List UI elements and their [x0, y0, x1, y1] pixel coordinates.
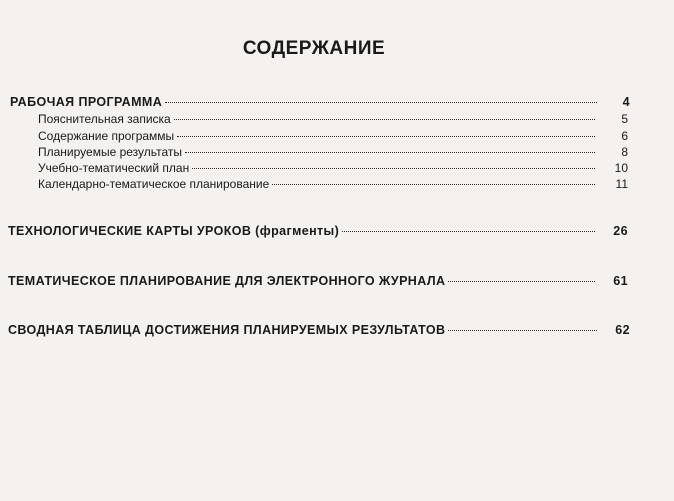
toc-entry-title: РАБОЧАЯ ПРОГРАММА — [10, 95, 163, 109]
dot-leader — [174, 119, 595, 120]
toc-page-number: 10 — [614, 161, 628, 175]
toc-entry-lesson-maps — [8, 224, 628, 238]
toc-page-number: 6 — [621, 129, 628, 143]
toc-subentry-thematic-plan — [38, 161, 628, 175]
toc-entry-work-program — [10, 95, 630, 109]
toc-page-number: 11 — [615, 177, 628, 191]
toc-subentry-title: Пояснительная записка — [38, 112, 171, 126]
toc-subentry-title: Планируемые результаты — [38, 145, 182, 159]
toc-page-number: 4 — [622, 95, 630, 109]
toc-page-number: 26 — [613, 224, 628, 238]
toc-page-number: 8 — [621, 145, 628, 159]
toc-subentry-title: Содержание программы — [38, 129, 175, 143]
toc-subentry-planned-results — [38, 145, 628, 159]
dot-leader — [448, 281, 595, 282]
toc-entry-title: ТЕХНОЛОГИЧЕСКИЕ КАРТЫ УРОКОВ (фрагменты) — [8, 224, 340, 238]
toc-entry-title: СВОДНАЯ ТАБЛИЦА ДОСТИЖЕНИЯ ПЛАНИРУЕМЫХ РЕЗУЛЬТАТОВ — [8, 323, 446, 337]
dot-leader — [185, 152, 595, 153]
dot-leader — [342, 231, 595, 232]
toc-page-number: 62 — [615, 323, 630, 337]
dot-leader — [192, 168, 595, 169]
toc-subentry-explanatory-note — [38, 112, 628, 126]
toc-subentry-calendar-plan — [38, 177, 628, 191]
toc-entry-title: ТЕМАТИЧЕСКОЕ ПЛАНИРОВАНИЕ ДЛЯ ЭЛЕКТРОННОГО ЖУРНАЛА — [8, 274, 446, 288]
toc-page-number: 61 — [613, 274, 628, 288]
toc-page-number: 5 — [621, 112, 628, 126]
dot-leader — [165, 102, 597, 103]
page-title: СОДЕРЖАНИЕ — [242, 38, 386, 59]
toc-subentry-title: Учебно-тематический план — [38, 161, 190, 175]
toc-entry-results-summary-table — [8, 323, 630, 337]
toc-subentry-title: Календарно-тематическое планирование — [38, 177, 270, 191]
dot-leader — [448, 330, 597, 331]
toc-entry-e-journal-planning — [8, 274, 628, 288]
dot-leader — [272, 184, 595, 185]
dot-leader — [177, 136, 595, 137]
toc-subentry-program-content — [38, 129, 628, 143]
